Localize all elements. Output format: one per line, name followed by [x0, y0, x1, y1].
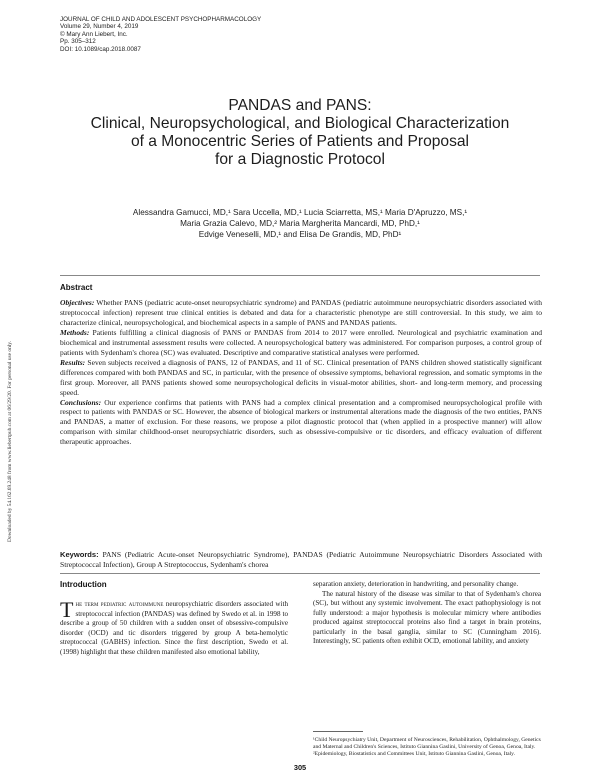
- download-notice-text: Downloaded by 54.162.69.248 from www.liebertpub.com at 06/29/20. For personal use only.: [7, 341, 13, 542]
- conclusions-text: Our experience confirms that patients with PANS had a complex clinical presentation and a compromised neuropsychological profile with respect to patients with PANDAS or SC. However, the absence of biological markers or instrumental alterations made the diagnosis of the two entities, PANS and PANDAS, a matter of exclusion. For these reasons, we propose a pilot diagnostic protocol that (when applied in a prospective manner) will allow comparison with similar childhood-onset neuropsychiatric disorders, such as obsessive-compulsive or tic disorders, and efficacy evaluation of different therapeutic approaches.: [60, 397, 542, 447]
- journal-header: [60, 16, 360, 53]
- article-title: [50, 97, 550, 169]
- journal-name: JOURNAL OF CHILD AND ADOLESCENT PSYCHOPHARMACOLOGY: [60, 16, 262, 23]
- conclusions-label: Conclusions:: [60, 397, 102, 407]
- introduction-column-right: [313, 580, 541, 647]
- intro-paragraph-1-continued: separation anxiety, deterioration in handwriting, and personality change.: [313, 580, 519, 588]
- abstract-objectives: [60, 298, 542, 328]
- keywords: [60, 550, 542, 570]
- objectives-label: Objectives:: [60, 298, 95, 307]
- title-line-2: Clinical, Neuropsychological, and Biological Characterization: [90, 115, 510, 132]
- title-line-1: PANDAS and PANS:: [228, 97, 372, 114]
- keywords-text: PANS (Pediatric Acute-onset Neuropsychiatric Syndrome), PANDAS (Pediatric Autoimmune Neuropsychiatric Disorders Associated with Streptococcal Infection), Group A Streptococcus, Sydenham's chorea: [60, 550, 543, 569]
- footnote-rule: [313, 731, 363, 732]
- keywords-label: Keywords:: [60, 550, 99, 559]
- introduction-heading: Introduction: [60, 580, 107, 589]
- abstract-conclusions: [60, 398, 542, 448]
- title-line-4: for a Diagnostic Protocol: [215, 151, 385, 168]
- journal-volume: Volume 29, Number 4, 2019: [60, 23, 139, 31]
- abstract-bottom-rule: [60, 573, 540, 574]
- methods-text: Patients fulfilling a clinical diagnosis of PANS or PANDAS from 2014 to 2017 were enrolled. Neurological and psychiatric examination and biochemical and instrumental assessment results were collected. A neuropsychological battery was administered. For comparison purposes, a control group of patients with Sydenham's chorea (SC) was evaluated. Descriptive and comparative statistical analyses were performed.: [60, 327, 542, 357]
- intro-paragraph-1-text: neuropsychiatric disorders associated with streptococcal infection (PANDAS) was defined by Swedo et al. in 1998 to describe a group of 50 children with a sudden onset of obsessive-compulsive disorder (OCD) and tic disorders triggered by group A beta-hemolytic streptococcal (GABHS) infection. Since the first description, Swedo et al. (1998) highlight that these children manifested also emotional lability,: [60, 600, 288, 656]
- introduction-column-left: [60, 597, 288, 657]
- footnote-1: ¹Child Neuropsychiatry Unit, Department of Neurosciences, Rehabilitation, Ophthalmology, Genetics and Maternal and Children's Sciences, Istituto Giannina Gaslini, University of Genoa, Genoa, Italy.: [313, 737, 541, 751]
- title-line-3: of a Monocentric Series of Patients and Proposal: [130, 133, 470, 150]
- page-number: 305: [293, 763, 307, 772]
- intro-paragraph-1: [60, 597, 288, 657]
- drop-cap: T: [60, 597, 74, 622]
- results-text: Seven subjects received a diagnosis of PANS, 12 of PANDAS, and 11 of SC. Clinical presentation of PANS children showed statistically significant differences compared with both PANDAS and SC, in particular, with the presence of obsessive symptoms, behavioral regression, and somatic symptoms in the first group. Moreover, all PANS patients showed some neuropsychological deficits in visual-motor abilities, short- and long-term memory, and processing speed.: [60, 357, 542, 397]
- journal-copyright: © Mary Ann Liebert, Inc.: [60, 30, 128, 38]
- abstract-heading: Abstract: [60, 283, 93, 292]
- authors-line-3: Edvige Veneselli, MD,¹ and Elisa De Grandis, MD, PhD¹: [198, 229, 402, 239]
- objectives-text: Whether PANS (pediatric acute-onset neuropsychiatric syndrome) and PANDAS (pediatric autoimmune neuropsychiatric disorders associated with streptococcal infection) represent true clinical entities is debated and data for a characteristic phenotype are still controversial. In this study, we aim to characterize clinical, neuropsychological, and biochemical aspects in a sample of PANS and PANDAS patients.: [60, 298, 542, 327]
- download-notice: [0, 218, 14, 542]
- footnote-2: ²Epidemiology, Biostatistics and Committees Unit, Istituto Giannina Gaslini, Genoa, Italy.: [313, 751, 515, 758]
- results-label: Results:: [60, 357, 86, 367]
- authors-line-1: Alessandra Gamucci, MD,¹ Sara Uccella, MD,¹ Lucia Sciarretta, MS,¹ Maria D'Apruzzo, MS,¹: [132, 208, 468, 217]
- authors-line-2: Maria Grazia Calevo, MD,² Maria Margherita Mancardi, MD, PhD,¹: [180, 218, 420, 228]
- abstract-body: [60, 298, 542, 447]
- journal-doi: DOI: 10.1089/cap.2018.0087: [60, 45, 141, 53]
- intro-paragraph-2: The natural history of the disease was similar to that of Sydenham's chorea (SC), but without any systemic involvement. The exact pathophysiology is not fully understood: a major hypothesis is molecular mimicry where antibodies produced against streptococcal proteins also find a target in brain proteins, particularly in the basal ganglia, similar to SC (Cunningham 2016). Interestingly, SC patients often exhibit OCD, emotional lability, and anxiety: [313, 589, 541, 646]
- journal-pages: Pp. 305–312: [60, 38, 96, 46]
- abstract-methods: [60, 328, 542, 358]
- abstract-top-rule: [60, 275, 540, 276]
- abstract-results: [60, 358, 542, 398]
- intro-lead-smallcaps: he term pediatric autoimmune: [75, 600, 164, 608]
- methods-label: Methods:: [60, 327, 90, 337]
- author-list: [60, 208, 540, 240]
- affiliation-footnotes: [313, 737, 545, 758]
